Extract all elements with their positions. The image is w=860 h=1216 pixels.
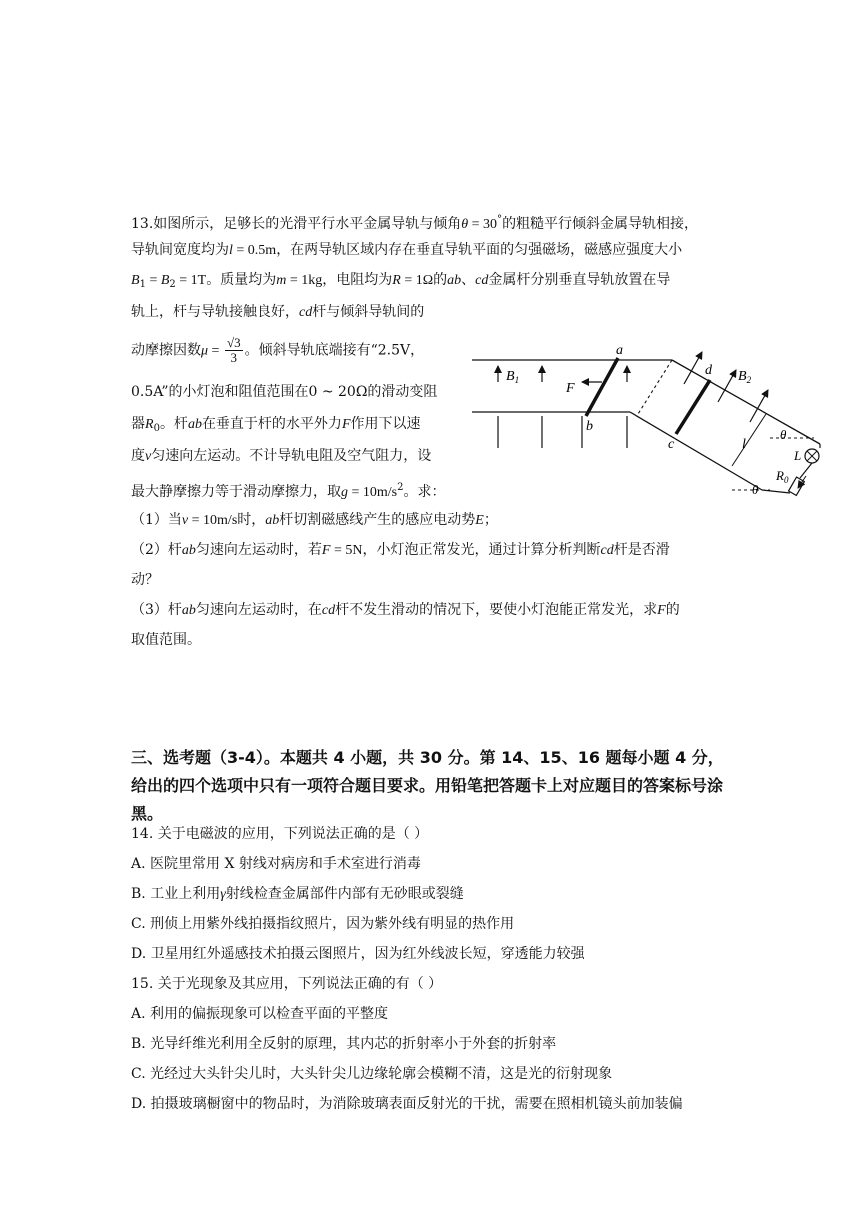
label-c: c [668, 437, 675, 452]
q13-part2-line2: 动？ [131, 572, 159, 588]
q15-option-c: C. 光经过大头针尖儿时，大头针尖儿边缘轮廓会模糊不清，这是光的衍射现象 [131, 1066, 613, 1082]
q13-line7: 器$R_0$。杆ab在垂直于杆的水平外力F作用下以速 [131, 416, 421, 434]
wire [762, 490, 790, 493]
q15-stem: 15. 关于光现象及其应用，下列说法正确的有（ ） [131, 976, 443, 992]
q14-option-a: A. 医院里常用 X 射线对病房和手术室进行消毒 [131, 856, 421, 872]
junction-line [638, 360, 672, 414]
q13-line6: 0.5A”的小灯泡和阻值范围在0 ~ 20Ω的滑动变阻 [131, 384, 438, 400]
rheostat-icon [789, 477, 805, 495]
q14-option-c: C. 刑侦上用紫外线拍摄指纹照片，因为紫外线有明显的热作用 [131, 916, 515, 932]
q15-option-a: A. 利用的偏振现象可以检查平面的平整度 [131, 1006, 389, 1022]
q13-part2-line1: （2）杆ab匀速向左运动时，若F = 5N，小灯泡正常发光，通过计算分析判断cd杆是否滑 [131, 542, 670, 558]
rod-cd [676, 380, 710, 434]
q14-option-d: D. 卫星用红外遥感技术拍摄云图照片，因为红外线波长短，穿透能力较强 [131, 946, 585, 962]
q13-line9: 最大静摩擦力等于滑动摩擦力，取$g = 10m/s^2$。求： [131, 482, 446, 500]
q14-option-b: B. 工业上利用γ射线检查金属部件内部有无砂眼或裂缝 [131, 886, 464, 902]
b1-label: $B_1$ [506, 369, 520, 385]
section-3-heading: 三、选考题（3-4）。本题共 4 小题，共 30 分。第 14、15、16 题每小题 4 分，给出的四个选项中只有一项符合题目要求。用铅笔把答题卡上对应题目的答案标号涂黑。 [131, 748, 724, 823]
q13-line4: 轨上，杆与导轨接触良好，cd杆与倾斜导轨间的 [131, 304, 425, 320]
rod-ab [586, 358, 618, 416]
mu-fraction: $\frac{√3}{3}$ [226, 335, 241, 365]
q13-line1: 13.如图所示，足够长的光滑平行水平金属导轨与倾角θ = 30°的粗糙平行倾斜金属导轨相接， [131, 214, 699, 232]
label-theta-upper: θ [780, 427, 787, 442]
q15-option-b: B. 光导纤维光利用全反射的原理，其内芯的折射率小于外套的折射率 [131, 1036, 557, 1052]
q13-line5: 动摩擦因数μ = $\frac{√3}{3}$ 。倾斜导轨底端接有“2.5V， [131, 335, 425, 365]
q14-stem: 14. 关于电磁波的应用，下列说法正确的是（ ） [131, 826, 429, 842]
q13-line2: 导轨间宽度均为l = 0.5m，在两导轨区域内存在垂直导轨平面的匀强磁场，磁感应强度大小 [131, 242, 683, 258]
q13-part3-line1: （3）杆ab匀速向左运动时，在cd杆不发生滑动的情况下，要使小灯泡能正常发光，求F的 [131, 602, 680, 618]
b2-arrow [718, 370, 736, 402]
label-F: F [566, 381, 575, 396]
q15-option-d: D. 拍摄玻璃橱窗中的物品时，为消除玻璃表面反射光的干扰，需要在照相机镜头前加装偏 [131, 1096, 683, 1112]
wire [800, 463, 812, 478]
label-R0: $R_0$ [776, 468, 789, 485]
label-l: l [742, 437, 746, 452]
label-b: b [586, 419, 593, 434]
label-a: a [616, 343, 623, 358]
width-dimension [732, 414, 766, 466]
q13-part3-line2: 取值范围。 [131, 632, 201, 648]
q13-part1: （1）当v = 10m/s时，ab杆切割磁感线产生的感应电动势E； [131, 512, 498, 528]
label-theta-lower: θ [752, 482, 759, 497]
rails-figure [470, 338, 830, 508]
b2-label: $B_2$ [738, 369, 752, 385]
q13-line8: 度v匀速向左运动。不计导轨电阻及空气阻力，设 [131, 448, 432, 464]
label-L: L [794, 448, 802, 463]
label-d: d [705, 363, 712, 378]
q13-line3: $B_1 = B_2 = 1T$。质量均为m = 1kg，电阻均为R = 1Ω的ab、cd金属杆分别垂直导轨放置在导 [131, 272, 671, 290]
